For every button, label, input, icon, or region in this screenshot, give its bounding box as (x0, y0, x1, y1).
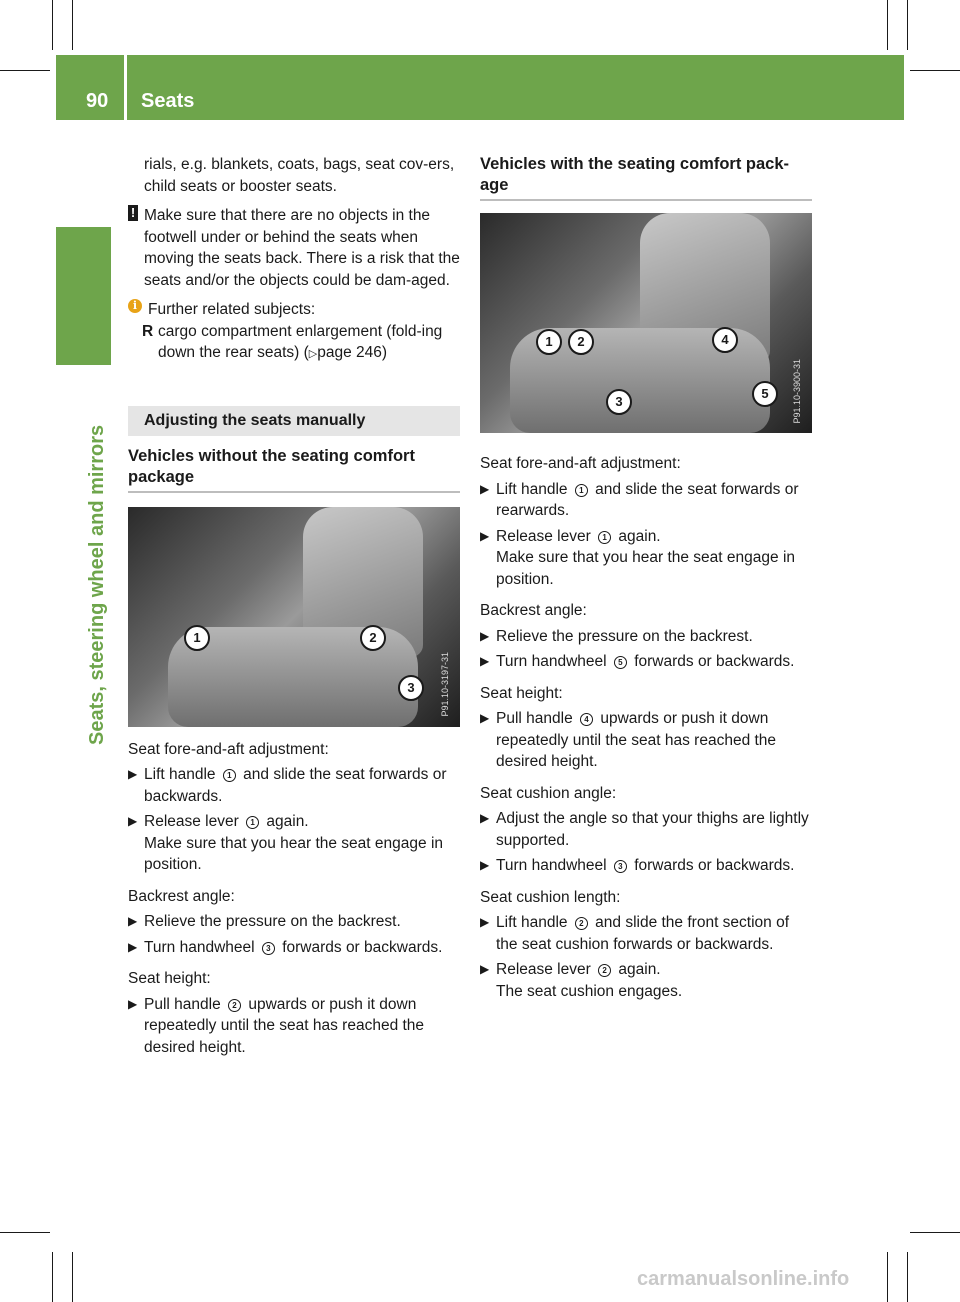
subheading-without-comfort: Vehicles without the seating comfort package (128, 446, 460, 493)
info-note (128, 299, 460, 321)
step-text: and slide the seat forwards or backwards. (144, 766, 447, 805)
crop-mark (907, 0, 908, 50)
triangle-arrow-icon: ▶ (128, 996, 138, 1011)
step-text: again. (614, 961, 661, 978)
instruction-group-label: Seat height: (480, 684, 563, 702)
step-text: Turn handwheel (144, 938, 259, 956)
callout-ref: 2 (575, 917, 588, 930)
instruction-group-label: Seat fore-and-aft adjustment: (128, 740, 329, 758)
chapter-title-vertical: Seats, steering wheel and mirrors (86, 424, 108, 745)
triangle-arrow-icon: ▶ (480, 915, 490, 929)
bullet-icon: R (142, 322, 154, 340)
chapter-tab (56, 227, 111, 365)
step-text: Release lever (496, 961, 596, 978)
callout-ref: 1 (246, 816, 259, 829)
callout-3: 3 (606, 389, 632, 415)
callout-5: 5 (752, 381, 778, 407)
crop-mark (907, 1252, 908, 1302)
instruction-group-label: Seat cushion length: (480, 888, 621, 906)
right-instructions (480, 453, 812, 1012)
callout-ref: 3 (262, 942, 275, 955)
callout-2: 2 (360, 625, 386, 651)
crop-mark (910, 1232, 960, 1233)
step-text: again. (262, 813, 309, 830)
triangle-arrow-icon: ▶ (480, 481, 490, 496)
page-number: 90 (86, 90, 109, 112)
page-title: Seats (141, 90, 195, 112)
step-text: Lift handle (144, 766, 220, 783)
triangle-arrow-icon: ▶ (128, 939, 138, 954)
instruction-step (128, 811, 460, 876)
intro-continuation: rials, e.g. blankets, coats, bags, seat cov-ers, child seats or booster seats. (144, 156, 455, 195)
crop-mark (52, 1252, 53, 1302)
step-text: Release lever (144, 813, 244, 830)
callout-ref: 1 (598, 531, 611, 544)
step-text: and slide the front section of the seat cushion forwards or backwards. (496, 914, 790, 953)
instruction-step (128, 764, 460, 807)
seat-photo-manual (128, 507, 460, 727)
callout-ref: 1 (575, 484, 588, 497)
crop-mark (910, 70, 960, 71)
instruction-step (480, 855, 812, 877)
callout-2: 2 (568, 329, 594, 355)
photo-code: P91.10-3900-31 (792, 358, 803, 423)
instruction-step (128, 911, 460, 933)
crop-mark (0, 1232, 50, 1233)
instruction-step (480, 708, 812, 773)
triangle-arrow-icon: ▶ (480, 858, 490, 872)
instruction-step (480, 912, 812, 955)
step-text: Release lever (496, 527, 596, 545)
instruction-group-label: Seat height: (128, 970, 211, 987)
instruction-group-label: Seat cushion angle: (480, 784, 617, 802)
step-text: Pull handle (144, 995, 226, 1013)
step-text: Adjust the angle so that your thighs are lightly supported. (496, 810, 809, 849)
triangle-arrow-icon: ▶ (128, 914, 138, 928)
instruction-group-label: Backrest angle: (128, 887, 235, 905)
left-instructions (128, 739, 460, 1069)
callout-ref: 1 (223, 769, 236, 782)
step-text: Lift handle (496, 480, 572, 498)
instruction-step (480, 651, 812, 673)
instruction-step (480, 626, 812, 648)
callout-1: 1 (536, 329, 562, 355)
crop-mark (72, 1252, 73, 1302)
header-separator (124, 55, 127, 120)
photo-code: P91.10-3197-31 (440, 651, 451, 717)
crop-mark (72, 0, 73, 50)
triangle-arrow-icon: ▶ (480, 628, 490, 643)
subheading-with-comfort: Vehicles with the seating comfort pack-age (480, 154, 812, 201)
section-heading: Adjusting the seats manually (128, 406, 460, 436)
instruction-step (128, 994, 460, 1059)
step-text: forwards or backwards. (629, 653, 795, 670)
callout-ref: 4 (580, 713, 593, 726)
step-note: The seat cushion engages. (496, 982, 683, 1000)
right-column (480, 154, 812, 1012)
triangle-arrow-icon: ▶ (480, 811, 490, 825)
callout-ref: 3 (614, 860, 627, 873)
instruction-step (480, 808, 812, 851)
info-title: Further related subjects: (148, 301, 316, 318)
triangle-arrow-icon: ▶ (128, 814, 138, 828)
callout-ref: 2 (598, 964, 611, 977)
step-text: Relieve the pressure on the backrest. (496, 627, 753, 645)
step-text: Pull handle (496, 710, 578, 727)
instruction-group-label: Seat fore-and-aft adjustment: (480, 455, 681, 472)
triangle-arrow-icon: ▶ (128, 767, 138, 781)
seat-photo-comfort (480, 213, 812, 433)
callout-1: 1 (184, 625, 210, 651)
step-text: upwards or push it down repeatedly until the seat has reached the desired height. (496, 710, 777, 770)
callout-3: 3 (398, 675, 424, 701)
triangle-arrow-icon: ▶ (480, 962, 490, 976)
triangle-arrow-icon: ▶ (480, 654, 490, 668)
left-column (128, 154, 460, 1068)
step-text: Relieve the pressure on the backrest. (144, 913, 401, 930)
triangle-arrow-icon: ▶ (480, 528, 490, 543)
instruction-step (480, 526, 812, 591)
step-note: Make sure that you hear the seat engage in position. (496, 549, 796, 588)
step-text: Turn handwheel (496, 857, 611, 874)
step-text: again. (614, 527, 661, 545)
crop-mark (887, 1252, 888, 1302)
page-reference-link[interactable]: page 246) (317, 344, 388, 361)
callout-4: 4 (712, 327, 738, 353)
warning-note (128, 205, 460, 291)
info-bullet-text: cargo compartment enlargement (fold-ing down the rear seats) ( (158, 322, 443, 361)
crop-mark (887, 0, 888, 50)
crop-mark (52, 0, 53, 50)
info-icon: i (128, 299, 142, 313)
step-text: Turn handwheel (496, 653, 611, 670)
instruction-step (480, 479, 812, 522)
instruction-step (480, 959, 812, 1002)
instruction-group-label: Backrest angle: (480, 602, 587, 619)
crop-mark (0, 70, 50, 71)
step-text: and slide the seat forwards or rearwards. (496, 480, 799, 519)
step-note: Make sure that you hear the seat engage in position. (144, 834, 444, 873)
callout-ref: 2 (228, 999, 241, 1012)
triangle-pointer-icon: ▷ (308, 348, 318, 360)
warning-text: Make sure that there are no objects in the footwell under or behind the seats when moving the seats back. There is a risk that the seats and/or the objects could be dam-aged. (144, 207, 460, 289)
watermark: carmanualsonline.info (637, 1268, 850, 1290)
callout-ref: 5 (614, 656, 627, 669)
step-text: forwards or backwards. (629, 857, 795, 874)
exclamation-icon: ! (128, 205, 138, 221)
step-text: Lift handle (496, 914, 572, 931)
info-bullet (128, 321, 460, 366)
instruction-step (128, 937, 460, 959)
step-text: upwards or push it down repeatedly until the seat has reached the desired height. (144, 995, 425, 1056)
triangle-arrow-icon: ▶ (480, 711, 490, 725)
step-text: forwards or backwards. (277, 938, 443, 956)
